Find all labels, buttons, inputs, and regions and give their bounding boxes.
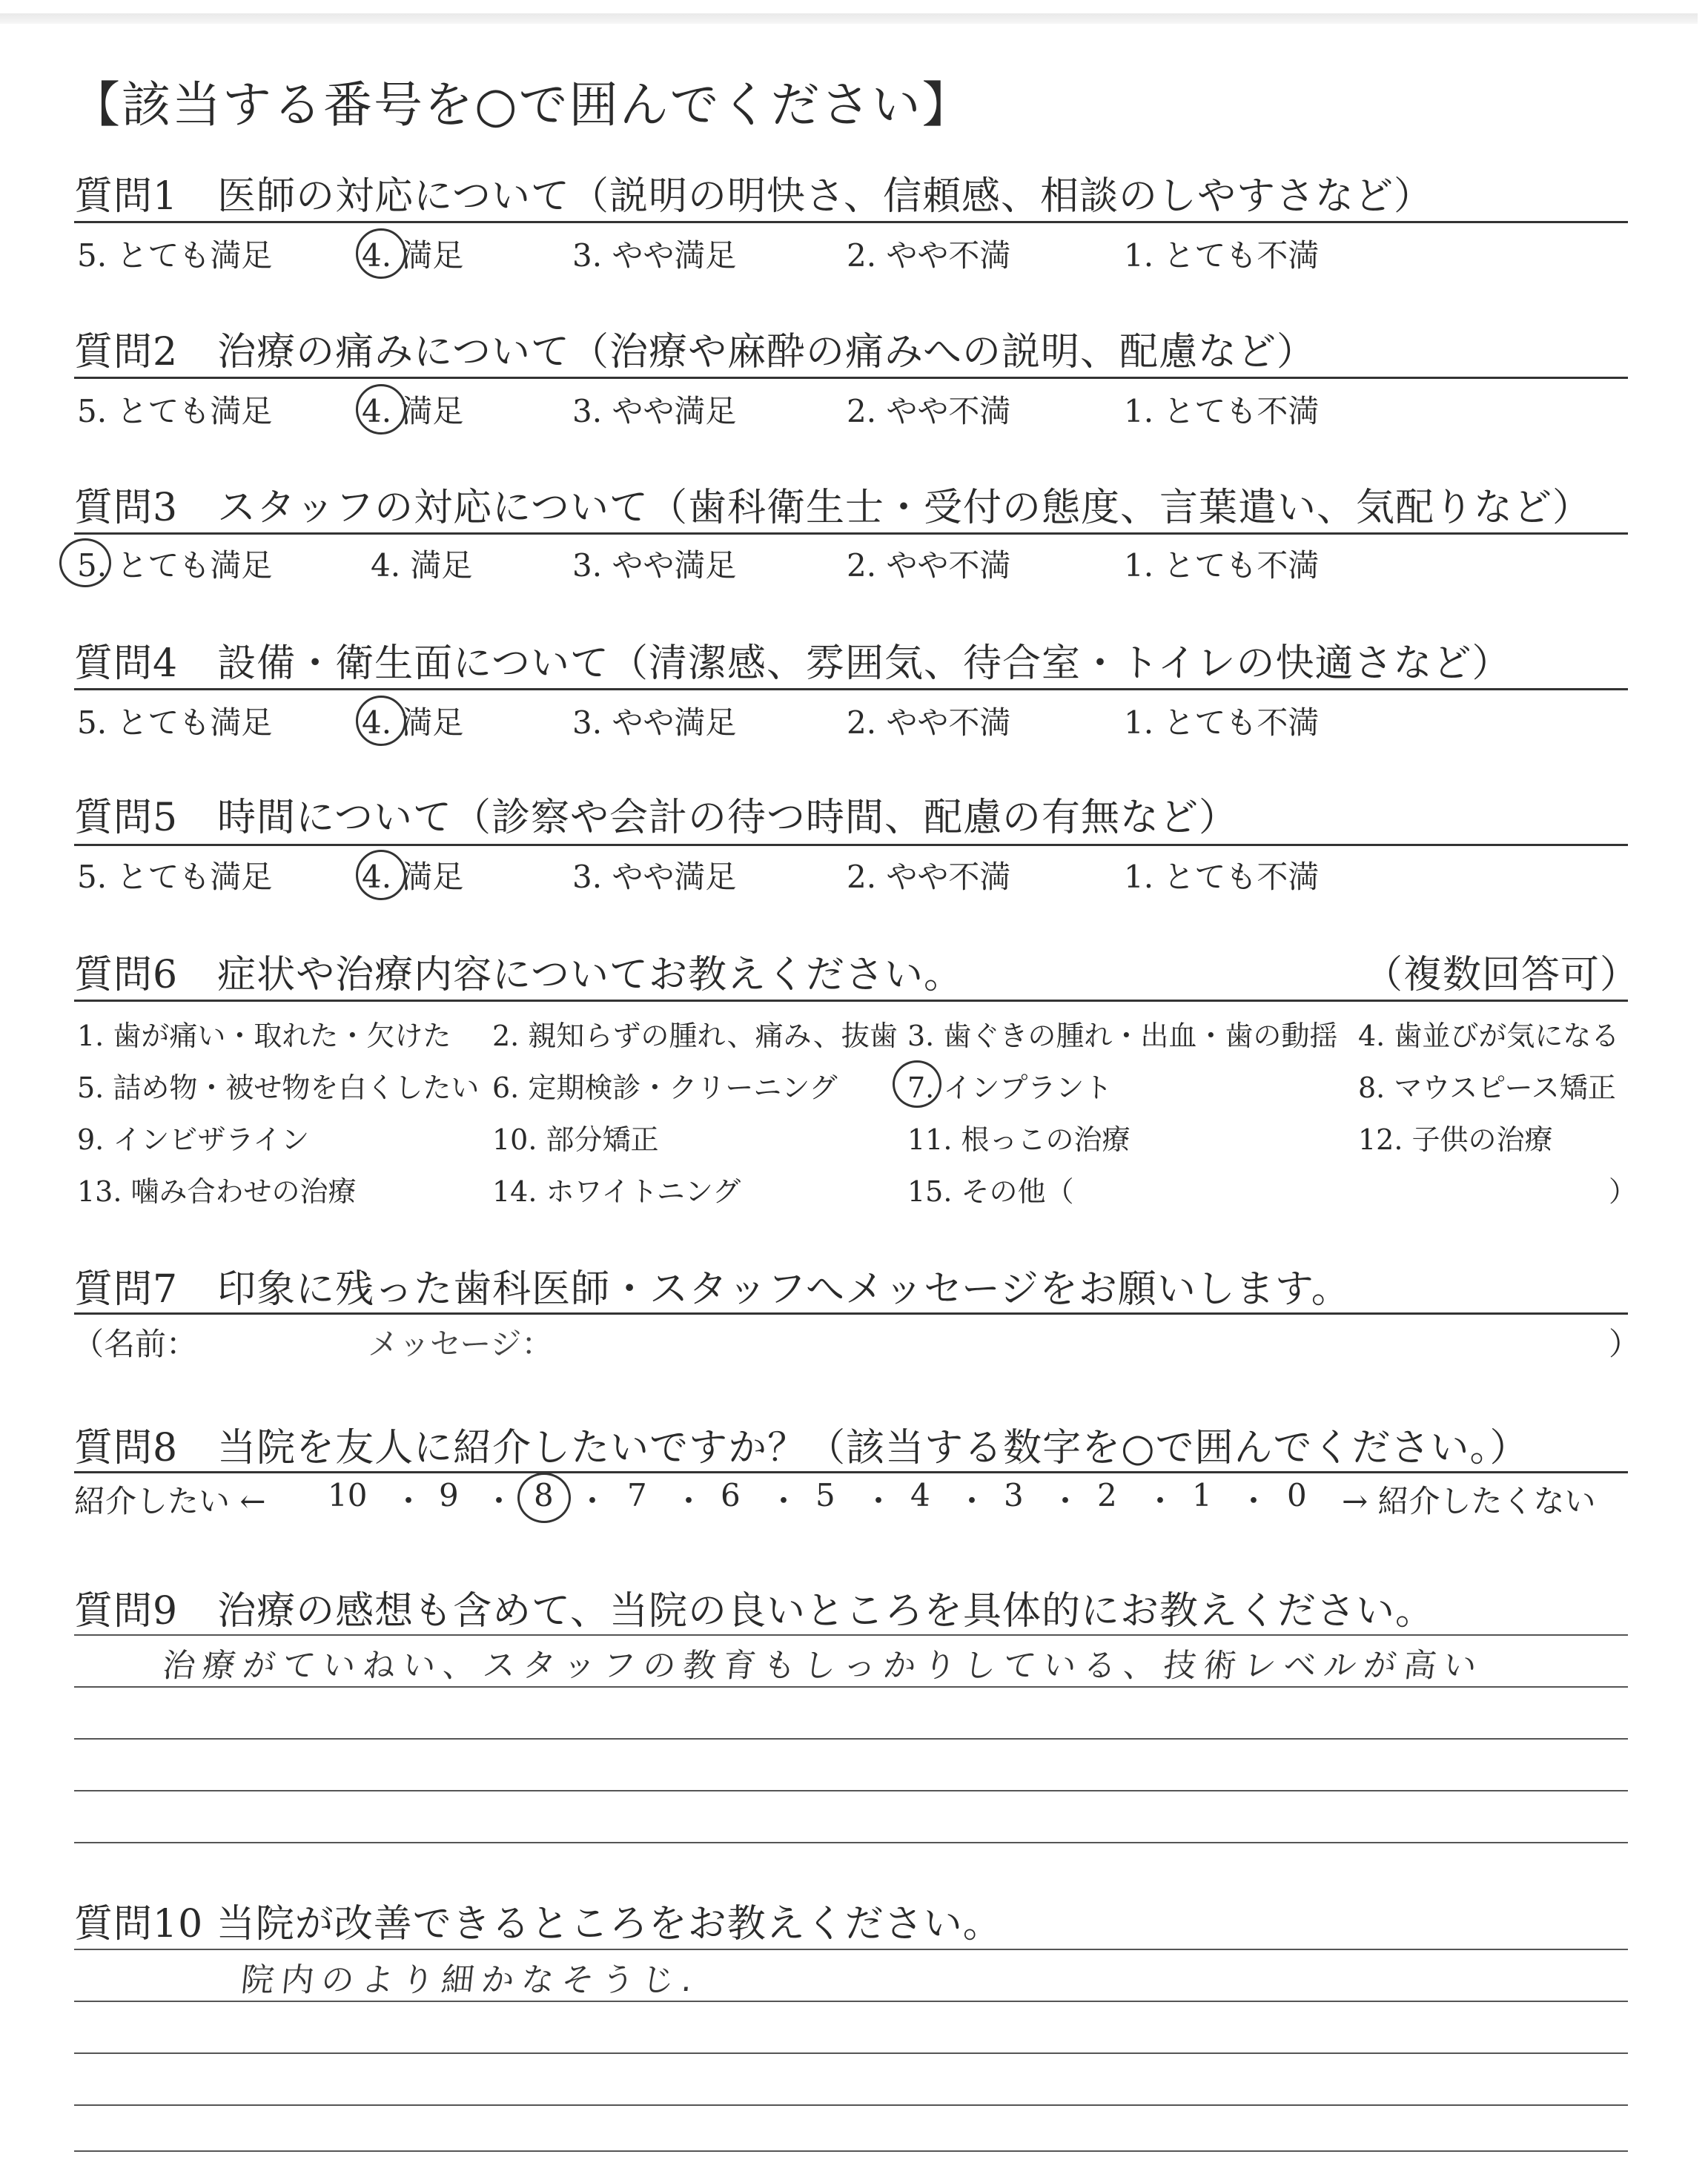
q4-option-4[interactable]: 4. 満足: [362, 704, 464, 741]
q8-label: 質問8 当院を友人に紹介したいですか？（該当する数字を○で囲んでください。）: [74, 1426, 1529, 1470]
q2-rule: [74, 377, 1628, 379]
q8-dot: ・: [863, 1483, 895, 1519]
q8-dot: ・: [577, 1483, 609, 1519]
q6-option-5[interactable]: 5. 詰め物・被せ物を白くしたい: [77, 1071, 480, 1104]
q8-left-label: 紹介したい ←: [74, 1483, 266, 1519]
q8-dot: ・: [1238, 1483, 1270, 1519]
q2-option-4[interactable]: 4. 満足: [362, 393, 464, 429]
q3-option-2[interactable]: 2. やや不満: [847, 547, 1011, 584]
q8-score-1[interactable]: 1: [1192, 1477, 1212, 1513]
q6-option-10[interactable]: 10. 部分矯正: [492, 1123, 659, 1156]
q5-option-2[interactable]: 2. やや不満: [847, 859, 1011, 895]
q1-option-3[interactable]: 3. やや満足: [572, 237, 737, 274]
q4-option-3[interactable]: 3. やや満足: [572, 704, 737, 741]
q8-score-3[interactable]: 3: [1004, 1477, 1024, 1513]
q2-selection-circle: [356, 384, 406, 435]
q8-dot: ・: [483, 1483, 515, 1519]
q4-rule: [74, 688, 1628, 690]
q8-selection-circle: [517, 1473, 571, 1523]
q8-dot: ・: [1050, 1483, 1082, 1519]
q5-option-5[interactable]: 5. とても満足: [77, 859, 273, 895]
q1-option-4[interactable]: 4. 満足: [362, 237, 464, 274]
q8-dot: ・: [768, 1483, 800, 1519]
q5-option-3[interactable]: 3. やや満足: [572, 859, 737, 895]
q8-dot: ・: [1145, 1483, 1176, 1519]
q9-line-3: [74, 1738, 1628, 1740]
q6-option-9[interactable]: 9. インビザライン: [77, 1123, 310, 1156]
q10-line-3: [74, 2052, 1628, 2054]
q10-line-1: [74, 1949, 1628, 1950]
q6-other-close: ）: [1609, 1175, 1638, 1208]
q3-rule: [74, 532, 1628, 535]
q7-rule: [74, 1312, 1628, 1315]
q8-dot: ・: [673, 1483, 705, 1519]
q6-label: 質問6 症状や治療内容についてお教えください。: [74, 953, 964, 997]
q2-option-2[interactable]: 2. やや不満: [847, 393, 1011, 429]
q8-score-10[interactable]: 10: [328, 1477, 368, 1513]
q6-option-7[interactable]: 7. インプラント: [907, 1071, 1113, 1104]
q6-option-8[interactable]: 8. マウスピース矯正: [1358, 1071, 1616, 1104]
q1-option-1[interactable]: 1. とても不満: [1124, 237, 1320, 274]
q8-score-6[interactable]: 6: [721, 1477, 741, 1513]
q8-score-0[interactable]: 0: [1287, 1477, 1307, 1513]
q3-option-3[interactable]: 3. やや満足: [572, 547, 737, 584]
q9-line-2: [74, 1686, 1628, 1688]
q9-line-1: [74, 1634, 1628, 1636]
q6-option-14[interactable]: 14. ホワイトニング: [492, 1175, 741, 1208]
q1-selection-circle: [356, 228, 406, 279]
q9-label: 質問9 治療の感想も含めて、当院の良いところを具体的にお教えください。: [74, 1589, 1435, 1634]
q5-rule: [74, 844, 1628, 846]
q10-line-4: [74, 2104, 1628, 2106]
q9-handwritten-answer[interactable]: 治療がていねい、スタッフの教育もしっかりしている、技術レベルが高い: [160, 1647, 1486, 1685]
q4-option-2[interactable]: 2. やや不満: [847, 704, 1011, 741]
q4-label: 質問4 設備・衛生面について（清潔感、雰囲気、待合室・トイレの快適さなど）: [74, 641, 1512, 686]
q2-option-1[interactable]: 1. とても不満: [1124, 393, 1320, 429]
q6-option-2[interactable]: 2. 親知らずの腫れ、痛み、抜歯: [492, 1020, 898, 1052]
q6-option-6[interactable]: 6. 定期検診・クリーニング: [492, 1071, 838, 1104]
q6-option-4[interactable]: 4. 歯並びが気になる: [1358, 1020, 1620, 1052]
q1-label: 質問1 医師の対応について（説明の明快さ、信頼感、相談のしやすさなど）: [74, 174, 1433, 219]
q9-line-4: [74, 1790, 1628, 1791]
q10-handwritten-answer[interactable]: 院内のより細かなそうじ.: [239, 1961, 702, 1999]
q3-option-1[interactable]: 1. とても不満: [1124, 547, 1320, 584]
q2-label: 質問2 治療の痛みについて（治療や麻酔の痛みへの説明、配慮など）: [74, 330, 1317, 374]
q2-option-5[interactable]: 5. とても満足: [77, 393, 273, 429]
q8-score-4[interactable]: 4: [910, 1477, 930, 1513]
q2-option-3[interactable]: 3. やや満足: [572, 393, 737, 429]
q8-score-7[interactable]: 7: [627, 1477, 647, 1513]
q8-score-2[interactable]: 2: [1097, 1477, 1117, 1513]
q7-label: 質問7 印象に残った歯科医師・スタッフへメッセージをお願いします。: [74, 1267, 1351, 1312]
q8-right-label: → 紹介したくない: [1342, 1483, 1596, 1519]
q6-option-15[interactable]: 15. その他（: [907, 1175, 1074, 1208]
q3-label: 質問3 スタッフの対応について（歯科衛生士・受付の態度、言葉遣い、気配りなど）: [74, 486, 1592, 530]
q1-option-5[interactable]: 5. とても満足: [77, 237, 273, 274]
q1-option-2[interactable]: 2. やや不満: [847, 237, 1011, 274]
q8-score-8[interactable]: 8: [534, 1477, 554, 1513]
q5-label: 質問5 時間について（診察や会計の待つ時間、配慮の有無など）: [74, 796, 1239, 840]
q6-option-11[interactable]: 11. 根っこの治療: [907, 1123, 1131, 1156]
q1-rule: [74, 221, 1628, 223]
scan-top-edge: [0, 13, 1698, 24]
q6-option-1[interactable]: 1. 歯が痛い・取れた・欠けた: [77, 1020, 451, 1052]
q4-option-1[interactable]: 1. とても不満: [1124, 704, 1320, 741]
q4-selection-circle: [356, 696, 406, 746]
q8-dot: ・: [393, 1483, 425, 1519]
q4-option-5[interactable]: 5. とても満足: [77, 704, 273, 741]
form-title: 【該当する番号を○で囲んでください】: [71, 76, 973, 133]
q10-line-2: [74, 2001, 1628, 2002]
q8-score-9[interactable]: 9: [439, 1477, 459, 1513]
q5-option-1[interactable]: 1. とても不満: [1124, 859, 1320, 895]
q3-option-5[interactable]: 5. とても満足: [77, 547, 273, 584]
q6-rule: [74, 1000, 1628, 1002]
q8-rule: [74, 1471, 1628, 1473]
q6-option-12[interactable]: 12. 子供の治療: [1358, 1123, 1553, 1156]
q7-close: ）: [1609, 1326, 1641, 1362]
q10-line-5: [74, 2150, 1628, 2152]
q10-label: 質問10 当院が改善できるところをお教えください。: [74, 1902, 1002, 1946]
q8-dot: ・: [956, 1483, 988, 1519]
q8-score-5[interactable]: 5: [815, 1477, 835, 1513]
q6-note: （複数回答可）: [1364, 953, 1640, 997]
q6-option-13[interactable]: 13. 噛み合わせの治療: [77, 1175, 357, 1208]
q3-selection-circle: [59, 538, 111, 587]
q7-message-label: メッセージ：: [368, 1326, 553, 1362]
q6-option-3[interactable]: 3. 歯ぐきの腫れ・出血・歯の動揺: [907, 1020, 1338, 1052]
q9-line-5: [74, 1842, 1628, 1843]
q5-selection-circle: [356, 850, 406, 900]
q3-option-4[interactable]: 4. 満足: [371, 547, 473, 584]
q5-option-4[interactable]: 4. 満足: [362, 859, 464, 895]
q6-selection-circle: [893, 1060, 941, 1108]
q7-name-label: （名前：: [73, 1326, 198, 1362]
